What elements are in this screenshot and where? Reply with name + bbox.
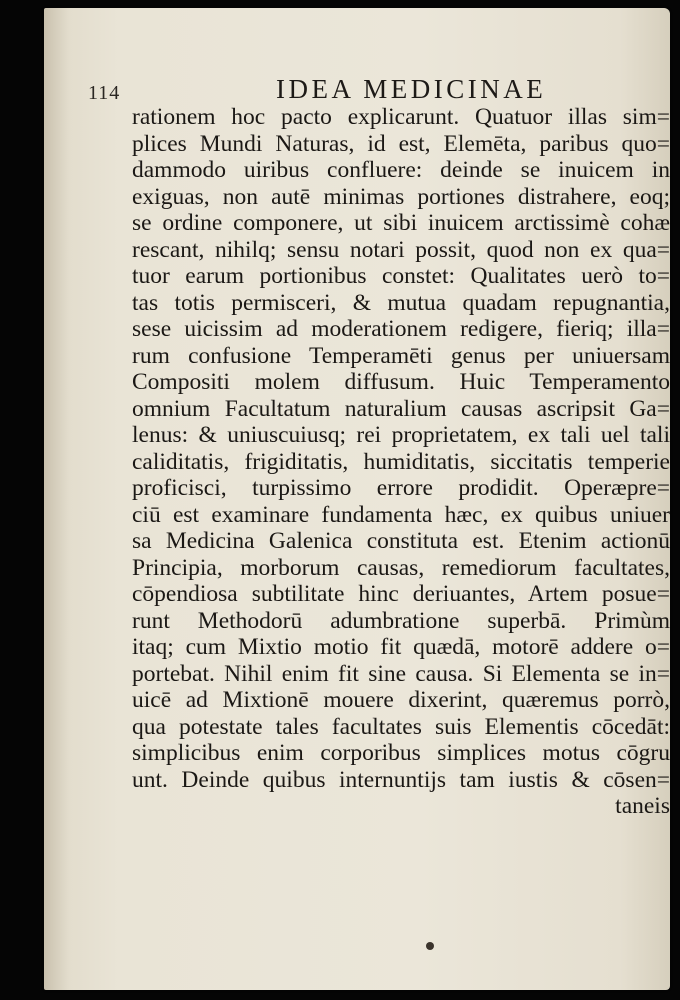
catchword: taneis [615, 793, 670, 819]
running-title: IDEA MEDICINAE [276, 74, 547, 104]
text-line: dammodo uiribus confluere: deinde se inuicem in [132, 157, 670, 183]
text-line: tas totis permisceri, & mutua quadam repugnantia, [132, 289, 670, 316]
text-line: unt. Deinde quibus internuntijs tam iustis & cōsen= [132, 766, 670, 793]
text-line: exiguas, non autē minimas portiones distrahere, eoq; [132, 183, 670, 210]
text-line: caliditatis, frigiditatis, humiditatis, siccitatis temperie [132, 448, 670, 475]
text-line: se ordine componere, ut sibi inuicem arctissimè cohæ [132, 210, 670, 236]
text-line: runt Methodorū adumbratione superbā. Primùm [132, 607, 670, 634]
page-number: 114 [88, 82, 121, 104]
text-line: simplicibus enim corporibus simplices motus cōgru [132, 740, 670, 766]
text-line: ciū est examinare fundamenta hæc, ex quibus uniuer [132, 501, 670, 528]
text-line: sa Medicina Galenica constituta est. Etenim actionū [132, 528, 670, 554]
text-line: itaq; cum Mixtio motio fit quædā, motorē addere o= [132, 634, 670, 660]
text-line: uicē ad Mixtionē mouere dixerint, quæremus porrò, [132, 687, 670, 713]
text-line: rescant, nihilq; sensu notari possit, quod non ex qua= [132, 236, 670, 263]
text-line: plices Mundi Naturas, id est, Elemēta, paribus quo= [132, 130, 670, 157]
text-line: cōpendiosa subtilitate hinc deriuantes, Artem posue= [132, 581, 670, 607]
text-line: Compositi molem diffusum. Huic Temperamento [132, 369, 670, 395]
ink-spot [426, 942, 434, 950]
text-line: Principia, morborum causas, remediorum facultates, [132, 554, 670, 581]
text-line: lenus: & uniuscuiusq; rei proprietatem, ex tali uel tali [132, 422, 670, 448]
text-line: qua potestate tales facultates suis Elementis cōcedāt: [132, 713, 670, 740]
text-line: proficisci, turpissimo errore prodidit. Operæpre= [132, 475, 670, 501]
body-text [132, 104, 670, 820]
text-line: rationem hoc pacto explicarunt. Quatuor illas sim= [132, 104, 670, 130]
text-line: sese uicissim ad moderationem redigere, fieriq; illa= [132, 316, 670, 342]
text-line: portebat. Nihil enim fit sine causa. Si Elementa se in= [132, 660, 670, 687]
text-line: omnium Facultatum naturalium causas ascripsit Ga= [132, 395, 670, 422]
text-line: rum confusione Temperamēti genus per uniuersam [132, 342, 670, 369]
text-line: tuor earum portionibus constet: Qualitates uerò to= [132, 263, 670, 289]
